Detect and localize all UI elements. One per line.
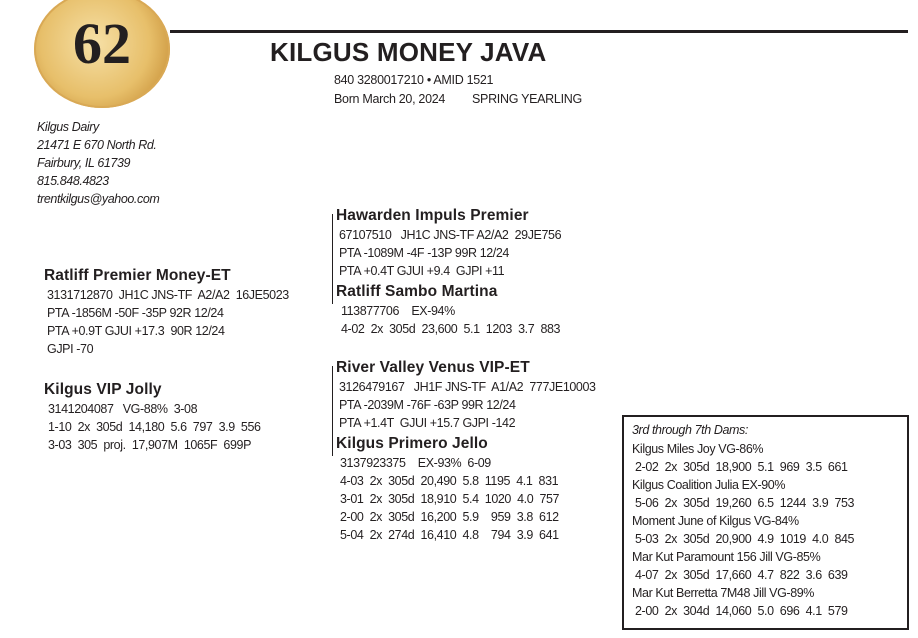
dam-sire-block [336,359,596,430]
owner-phone: 815.848.4823 [37,174,109,188]
extended-dams-box [622,415,909,630]
extended-dams-header: 3rd through 7th Dams: [632,423,748,437]
dam-entry-record: 2-02 2x 305d 18,900 5.1 969 3.5 661 [635,460,848,474]
dam-line: 1-10 2x 305d 14,180 5.6 797 3.9 556 [48,420,261,434]
dam-dam-line: 2-00 2x 305d 16,200 5.9 959 3.8 612 [340,510,559,524]
owner-address [37,118,159,208]
sire-line: PTA +0.9T GJUI +17.3 90R 12/24 [47,324,225,338]
dam-bracket [332,366,333,456]
sire-bracket [332,214,333,304]
owner-street: 21471 E 670 North Rd. [37,138,157,152]
dam-entry-name: Mar Kut Berretta 7M48 Jill VG-89% [632,586,815,600]
dam-entry-record: 5-03 2x 305d 20,900 4.9 1019 4.0 845 [635,532,855,546]
dam-entry-record: 2-00 2x 304d 14,060 5.0 696 4.1 579 [635,604,848,618]
owner-city: Fairbury, IL 61739 [37,156,131,170]
header-rule [170,30,908,33]
id-line: 840 3280017210 • AMID 1521 [334,73,494,87]
lot-number-badge [34,0,170,108]
sire-block [44,267,289,356]
born-date: Born March 20, 2024 [334,92,446,106]
sire-sire-line: 67107510 JH1C JNS-TF A2/A2 29JE756 [339,228,562,242]
dam-dam-line: 3-01 2x 305d 18,910 5.4 1020 4.0 757 [340,492,560,506]
dam-entry-record: 5-06 2x 305d 19,260 6.5 1244 3.9 753 [635,496,855,510]
sire-name: Ratliff Premier Money-ET [44,267,231,284]
owner-email: trentkilgus@yahoo.com [37,192,160,206]
sire-sire-block [336,207,561,278]
dam-sire-line: PTA +1.4T GJUI +15.7 GJPI -142 [339,416,516,430]
sire-dam-line: 4-02 2x 305d 23,600 5.1 1203 3.7 883 [341,322,561,336]
class-label: SPRING YEARLING [472,92,582,106]
dam-dam-line: 3137923375 EX-93% 6-09 [340,456,491,470]
owner-name: Kilgus Dairy [37,120,99,134]
dam-entry-name: Mar Kut Paramount 156 Jill VG-85% [632,550,821,564]
sire-dam-name: Ratliff Sambo Martina [336,283,498,300]
dam-line: 3-03 305 proj. 17,907M 1065F 699P [48,438,252,452]
dam-entry-record: 4-07 2x 305d 17,660 4.7 822 3.6 639 [635,568,848,582]
dam-dam-block [336,435,559,542]
sire-sire-name: Hawarden Impuls Premier [336,207,529,224]
sire-dam-line: 113877706 EX-94% [341,304,455,318]
animal-name: KILGUS MONEY JAVA [270,37,547,67]
sire-dam-block [336,283,560,336]
dam-dam-line: 4-03 2x 305d 20,490 5.8 1195 4.1 831 [340,474,559,488]
dam-line: 3141204087 VG-88% 3-08 [48,402,198,416]
dam-entry-name: Kilgus Miles Joy VG-86% [632,442,764,456]
sire-sire-line: PTA -1089M -4F -13P 99R 12/24 [339,246,509,260]
dam-entry-name: Kilgus Coalition Julia EX-90% [632,478,786,492]
lot-number: 62 [73,11,131,76]
dam-name: Kilgus VIP Jolly [44,381,162,398]
sire-line: PTA -1856M -50F -35P 92R 12/24 [47,306,224,320]
dam-entry-name: Moment June of Kilgus VG-84% [632,514,799,528]
sire-line: 3131712870 JH1C JNS-TF A2/A2 16JE5023 [47,288,289,302]
dam-sire-line: PTA -2039M -76F -63P 99R 12/24 [339,398,516,412]
sire-sire-line: PTA +0.4T GJUI +9.4 GJPI +11 [339,264,505,278]
dam-block [44,381,261,452]
dam-dam-name: Kilgus Primero Jello [336,435,488,452]
dam-sire-line: 3126479167 JH1F JNS-TF A1/A2 777JE10003 [339,380,596,394]
sire-line: GJPI -70 [47,342,94,356]
dam-sire-name: River Valley Venus VIP-ET [336,359,530,376]
dam-dam-line: 5-04 2x 274d 16,410 4.8 794 3.9 641 [340,528,559,542]
